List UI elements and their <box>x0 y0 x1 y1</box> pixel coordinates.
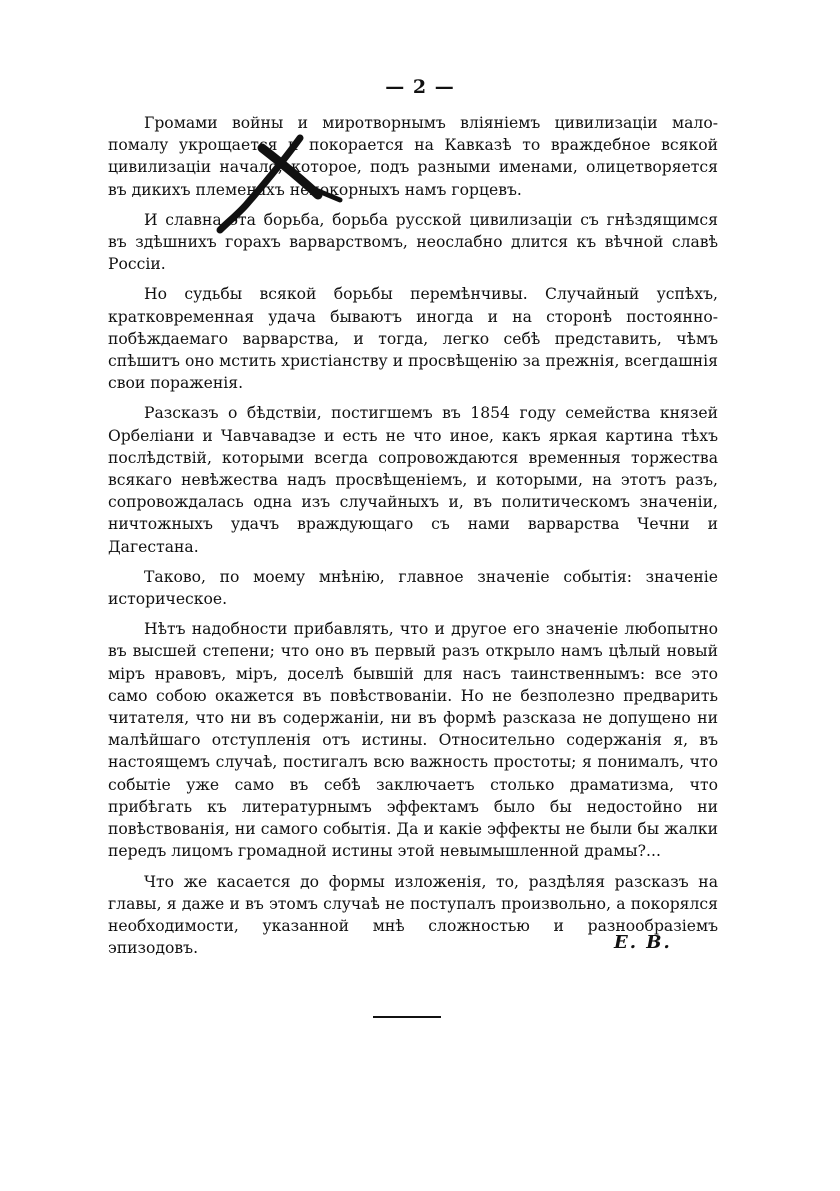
paragraph-5: Таково, по моему мнѣнію, главное значеніе событія: значеніе историческое. <box>108 567 718 609</box>
paragraph-1: Громами войны и миротворнымъ вліяніемъ цивилизаціи мало-помалу укрощается и покорается на Кавказѣ то враждебное всякой цивилизаціи начало, которое, подъ разными именами, олицетворяется въ дикихъ племенахъ непокорныхъ намъ горцевъ. <box>108 114 718 199</box>
body-text <box>108 112 718 967</box>
paragraph-6: Нѣтъ надобности прибавлять, что и другое его значеніе любопытно въ высшей степени; что оно въ первый разъ открыло намъ цѣлый новый міръ нравовъ, міръ, доселѣ бывшій для насъ таинственнымъ: все это само собою окажется въ повѣствованіи. Но не безполезно предварить читателя, что ни въ содержаніи, ни въ формѣ разсказа не допущено ни малѣйшаго отступленія отъ истины. Относительно содержанія я, въ настоящемъ случаѣ, постигалъ всю важность простоты; я понималъ, что событіе уже само въ себѣ заключаетъ столько драматизма, что прибѣгать къ литературнымъ эффектамъ было бы недостойно ни повѣствованія, ни самого событія. Да и какіе эффекты не были бы жалки передъ лицомъ громадной истины этой невымышленной драмы?... <box>108 620 718 861</box>
end-rule-divider <box>373 1016 441 1018</box>
paragraph-7: Что же касается до формы изложенія, то, раздѣляя разсказъ на главы, я даже и въ этомъ случаѣ не поступалъ произвольно, а покорялся необходимости, указанной мнѣ сложностью и разнообразіемъ эпизодовъ. <box>108 872 718 958</box>
page-number: — 2 — <box>385 76 455 98</box>
author-signature: Е. В. <box>614 932 672 953</box>
paragraph-4: Разсказъ о бѣдствіи, постигшемъ въ 1854 году семейства князей Орбеліани и Чавчавадзе и есть не что иное, какъ яркая картина тѣхъ послѣдствій, которыми всегда сопровождаются временныя торжества всякаго невѣжества надъ просвѣщеніемъ, и которыми, на этотъ разъ, сопровождалась одна изъ случайныхъ и, въ политическомъ значеніи, ничтожныхъ удачъ враждующаго съ нами варварства Чечни и Дагестана. <box>108 404 718 556</box>
paragraph-2: И славна эта борьба, борьба русской цивилизаціи съ гнѣздящимся въ здѣшнихъ горахъ варварствомъ, неослабно длится къ вѣчной славѣ Россіи. <box>108 210 718 274</box>
paragraph-3: Но судьбы всякой борьбы перемѣнчивы. Случайный успѣхъ, кратковременная удача бываютъ иногда и на сторонѣ постоянно-побѣждаемаго варварства, и тогда, легко себѣ представить, чѣмъ спѣшитъ оно мстить христіанству и просвѣщенію за прежнія, всегдашнія свои пораженія. <box>108 285 718 393</box>
